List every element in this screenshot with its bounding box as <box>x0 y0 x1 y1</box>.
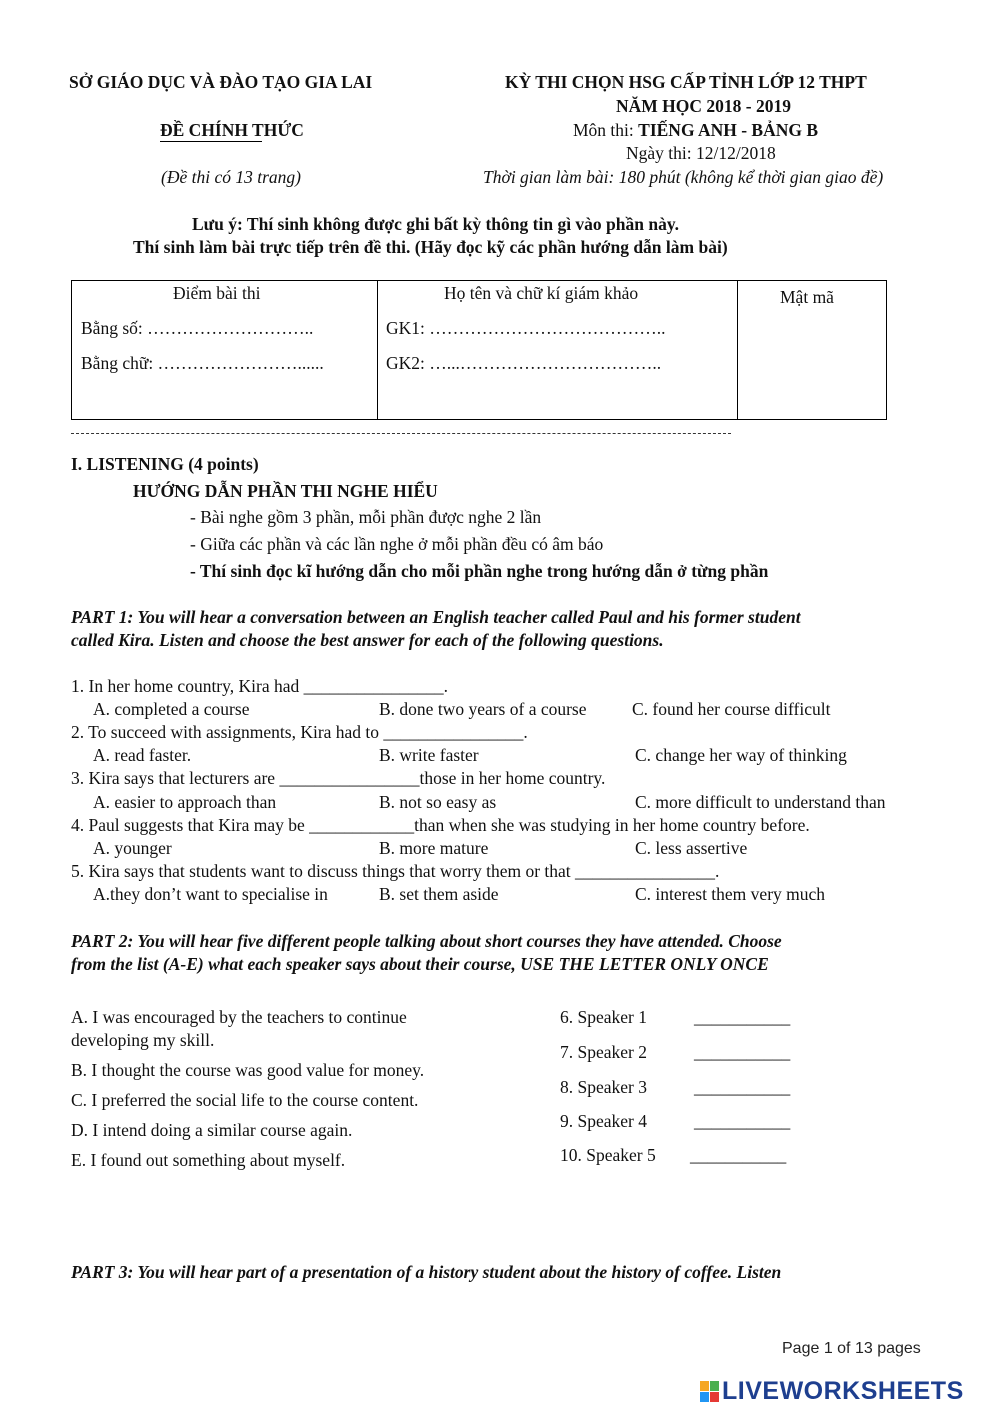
examiner-header: Họ tên và chữ kí giám khảo <box>444 283 639 303</box>
q3-option-c[interactable]: C. more difficult to understand than <box>635 792 886 812</box>
q5-option-a[interactable]: A.they don’t want to specialise in <box>93 884 328 904</box>
subject-value: TIẾNG ANH - BẢNG B <box>638 120 819 140</box>
q1-option-a[interactable]: A. completed a course <box>93 699 250 719</box>
part2-option-b: B. I thought the course was good value for money. <box>71 1060 425 1080</box>
speaker-1-answer[interactable]: ___________ <box>694 1007 791 1027</box>
subject-line <box>573 120 818 141</box>
q5-option-b[interactable]: B. set them aside <box>379 884 499 904</box>
speaker-4-answer[interactable]: ___________ <box>694 1111 791 1131</box>
examiner1-field[interactable]: GK1: ………………………………….. <box>386 318 666 338</box>
question-3: 3. Kira says that lecturers are ________________those in her home country. <box>71 768 606 788</box>
listening-title: I. LISTENING (4 points) <box>71 454 259 474</box>
part1-instruction-1: PART 1: You will hear a conversation between an English teacher called Paul and his former student <box>71 607 801 627</box>
exam-date: Ngày thi: 12/12/2018 <box>626 143 776 163</box>
q2-option-b[interactable]: B. write faster <box>379 745 479 765</box>
speaker-5-answer[interactable]: ___________ <box>690 1145 787 1165</box>
exam-duration: Thời gian làm bài: 180 phút (không kể thời gian giao đề) <box>483 167 884 187</box>
part2-option-a: A. I was encouraged by the teachers to continue <box>71 1007 407 1027</box>
q2-option-c[interactable]: C. change her way of thinking <box>635 745 847 765</box>
page-number: Page 1 of 13 pages <box>782 1340 921 1357</box>
logo-square-orange <box>700 1381 709 1391</box>
part2-instruction-1: PART 2: You will hear five different people talking about short courses they have attended. Choose <box>71 931 782 951</box>
liveworksheets-logo-icon <box>700 1381 720 1403</box>
part3-instruction: PART 3: You will hear part of a presentation of a history student about the history of coffee. Listen <box>71 1262 782 1282</box>
question-1: 1. In her home country, Kira had ________________. <box>71 676 448 696</box>
q3-option-a[interactable]: A. easier to approach than <box>93 792 277 812</box>
speaker-5-label: 10. Speaker 5 <box>560 1145 656 1165</box>
score-by-number-field[interactable]: Bằng số: ……………………….. <box>81 318 314 338</box>
q1-option-b[interactable]: B. done two years of a course <box>379 699 587 719</box>
q5-option-c[interactable]: C. interest them very much <box>635 884 826 904</box>
q4-option-b[interactable]: B. more mature <box>379 838 489 858</box>
table-divider-1 <box>377 281 378 419</box>
speaker-1-label: 6. Speaker 1 <box>560 1007 647 1027</box>
guide-item-1: - Bài nghe gồm 3 phần, mỗi phần được nghe 2 lần <box>190 507 542 527</box>
liveworksheets-logo[interactable]: LIVEWORKSHEETS <box>722 1377 964 1405</box>
page-count-note: (Đề thi có 13 trang) <box>161 167 301 187</box>
official-label <box>160 120 304 141</box>
cut-line <box>71 433 731 434</box>
question-2: 2. To succeed with assignments, Kira had to ________________. <box>71 722 528 742</box>
logo-square-green <box>710 1381 719 1391</box>
speaker-2-answer[interactable]: ___________ <box>694 1042 791 1062</box>
guide-item-3: - Thí sinh đọc kĩ hướng dẫn cho mỗi phần nghe trong hướng dẫn ở từng phần <box>190 561 769 581</box>
score-header: Điểm bài thi <box>173 283 261 303</box>
score-by-words-field[interactable]: Bằng chữ: ……………………...... <box>81 353 324 373</box>
part1-instruction-2: called Kira. Listen and choose the best answer for each of the following questions. <box>71 630 664 650</box>
official-label-underline <box>160 141 262 142</box>
speaker-2-label: 7. Speaker 2 <box>560 1042 647 1062</box>
exam-title: KỲ THI CHỌN HSG CẤP TỈNH LỚP 12 THPT <box>505 72 867 92</box>
part2-option-d: D. I intend doing a similar course again. <box>71 1120 353 1140</box>
question-5: 5. Kira says that students want to discuss things that worry them or that ________________. <box>71 861 720 881</box>
part2-option-a-cont: developing my skill. <box>71 1030 215 1050</box>
official-label-text: ĐỀ CHÍNH THỨC <box>160 120 304 140</box>
school-year: NĂM HỌC 2018 - 2019 <box>616 96 791 116</box>
q2-option-a[interactable]: A. read faster. <box>93 745 192 765</box>
secret-code-header: Mật mã <box>780 287 834 307</box>
q4-option-a[interactable]: A. younger <box>93 838 172 858</box>
part2-instruction-2: from the list (A-E) what each speaker says about their course, USE THE LETTER ONLY ONCE <box>71 954 769 974</box>
examiner2-field[interactable]: GK2: …...…………………………….. <box>386 353 662 373</box>
speaker-4-label: 9. Speaker 4 <box>560 1111 647 1131</box>
speaker-3-answer[interactable]: ___________ <box>694 1077 791 1097</box>
question-4: 4. Paul suggests that Kira may be ____________than when she was studying in her home country before. <box>71 815 810 835</box>
q1-option-c[interactable]: C. found her course difficult <box>632 699 831 719</box>
q3-option-b[interactable]: B. not so easy as <box>379 792 497 812</box>
q4-option-c[interactable]: C. less assertive <box>635 838 748 858</box>
logo-square-blue <box>700 1392 709 1402</box>
subject-label: Môn thi: <box>573 120 639 140</box>
notice-line2: Thí sinh làm bài trực tiếp trên đề thi. (Hãy đọc kỹ các phần hướng dẫn làm bài) <box>133 237 728 257</box>
notice-line1: Lưu ý: Thí sinh không được ghi bất kỳ thông tin gì vào phần này. <box>192 214 680 234</box>
logo-square-red <box>710 1392 719 1402</box>
part2-option-c: C. I preferred the social life to the course content. <box>71 1090 419 1110</box>
guide-title: HƯỚNG DẪN PHẦN THI NGHE HIỂU <box>133 481 438 501</box>
guide-item-2: - Giữa các phần và các lần nghe ở mỗi phần đều có âm báo <box>190 534 604 554</box>
department-name: SỞ GIÁO DỤC VÀ ĐÀO TẠO GIA LAI <box>69 72 373 92</box>
part2-option-e: E. I found out something about myself. <box>71 1150 346 1170</box>
speaker-3-label: 8. Speaker 3 <box>560 1077 647 1097</box>
table-divider-2 <box>737 281 738 419</box>
